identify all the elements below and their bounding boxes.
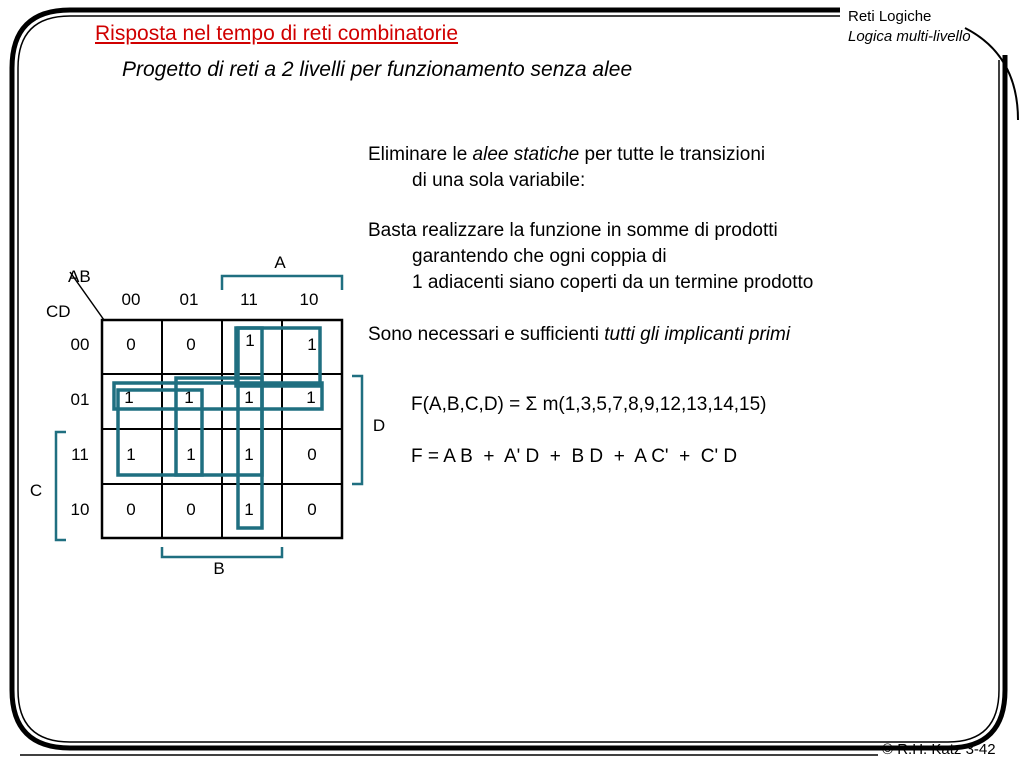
bracket-c — [56, 432, 66, 540]
p2-line3: 1 adiacenti siano coperti da un termine prodotto — [412, 272, 814, 293]
topic-name: Logica multi-livello — [848, 28, 971, 45]
kmap-cell: 0 — [307, 500, 317, 519]
p1-line2: di una sola variabile: — [412, 170, 586, 191]
var-label-c: C — [29, 481, 43, 500]
kmap-cell: 0 — [307, 445, 317, 464]
kmap-grid — [102, 320, 342, 538]
p1-text-end: per tutte le transizioni — [579, 144, 766, 165]
corner-label-ab: AB — [68, 267, 91, 286]
kmap-cell: 1 — [126, 445, 136, 464]
formula-sop: F = A B + A' D + B D + A C' + C' D — [411, 446, 738, 467]
var-label-d: D — [372, 416, 386, 435]
kmap-cell: 0 — [186, 335, 196, 354]
p2-line1: Basta realizzare la funzione in somme di prodotti — [368, 220, 778, 241]
formula1-text: F(A,B,C,D) = — [411, 394, 526, 415]
p1-emphasis: alee statiche — [472, 144, 580, 165]
col-header: 11 — [240, 290, 258, 309]
kmap-cell: 0 — [126, 335, 136, 354]
var-label-a: A — [274, 253, 286, 272]
col-header: 10 — [299, 290, 319, 309]
p3-emphasis: tutti gli implicanti primi — [604, 324, 791, 345]
kmap-cell: 1 — [186, 445, 196, 464]
formula1-minterm-list: m(1,3,5,7,8,9,12,13,14,15) — [537, 394, 767, 415]
p1-text: Eliminare le — [368, 144, 473, 165]
col-header: 00 — [121, 290, 141, 309]
karnaugh-map — [0, 240, 400, 600]
sigma-symbol: Σ — [525, 394, 538, 415]
p3-text: Sono necessari e sufficienti — [368, 324, 605, 345]
kmap-cell: 1 — [124, 388, 134, 407]
kmap-cell: 1 — [306, 388, 316, 407]
kmap-cell: 1 — [244, 388, 254, 407]
p2-line2: garantendo che ogni coppia di — [412, 246, 667, 267]
kmap-cell: 0 — [126, 500, 136, 519]
kmap-cell: 1 — [244, 445, 254, 464]
slide-subtitle: Progetto di reti a 2 livelli per funzionamento senza alee — [122, 58, 633, 81]
bracket-d — [352, 376, 362, 484]
row-header: 10 — [70, 500, 90, 519]
kmap-cell: 1 — [244, 500, 254, 519]
footer-credit: © R.H. Katz 3-42 — [882, 741, 996, 758]
kmap-cell: 0 — [186, 500, 196, 519]
paragraph-necessari — [368, 322, 790, 348]
corner-label-cd: CD — [46, 302, 71, 321]
kmap-cell: 1 — [245, 331, 255, 350]
row-header: 01 — [70, 390, 90, 409]
paragraph-basta — [368, 218, 813, 296]
bracket-a — [222, 276, 342, 290]
paragraph-eliminare — [368, 142, 765, 194]
course-name: Reti Logiche — [848, 8, 932, 25]
bracket-b — [162, 547, 282, 557]
col-header: 01 — [179, 290, 199, 309]
formula-minterms — [411, 394, 767, 416]
row-header: 00 — [70, 335, 90, 354]
var-label-b: B — [213, 559, 225, 578]
slide-title: Risposta nel tempo di reti combinatorie — [95, 22, 459, 45]
kmap-cell: 1 — [307, 335, 317, 354]
kmap-cell: 1 — [184, 388, 194, 407]
row-header: 11 — [71, 445, 89, 464]
